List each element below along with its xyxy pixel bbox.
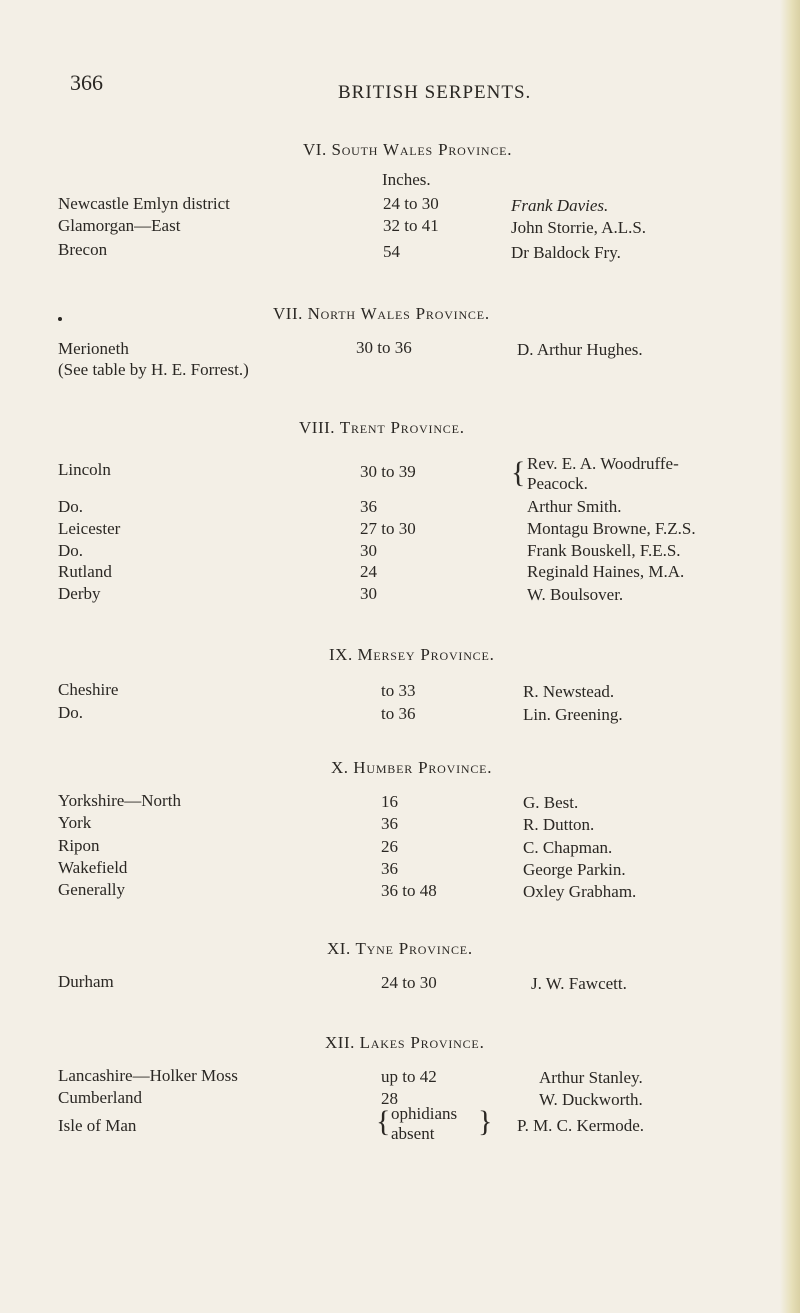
viii-row-4-observer: Frank Bouskell, F.E.S.	[527, 541, 681, 560]
viii-row-5-size: 24	[360, 562, 377, 581]
section-x-title: Humber Province.	[353, 758, 493, 777]
viii-row-5-observer: Reginald Haines, M.A.	[527, 562, 685, 581]
brace-left: {	[511, 456, 526, 489]
x-row-3-place: Ripon	[58, 836, 100, 855]
vii-row-1-size: 30 to 36	[356, 338, 412, 357]
ix-row-2-size: to 36	[381, 704, 416, 723]
xii-row-3-size-line1: ophidians	[391, 1104, 458, 1123]
running-header: BRITISH SERPENTS.	[338, 82, 532, 103]
page-number: 366	[70, 70, 103, 95]
xii-row-2-place: Cumberland	[58, 1088, 143, 1107]
viii-row-3-observer: Montagu Browne, F.Z.S.	[527, 519, 696, 538]
section-xi-title: Tyne Province.	[355, 939, 473, 958]
viii-row-3-place: Leicester	[58, 519, 121, 538]
section-vi-heading	[303, 140, 512, 160]
section-vii-title: North Wales Province.	[307, 304, 490, 323]
viii-row-2-place: Do.	[58, 497, 84, 516]
x-row-5-observer: Oxley Grabham.	[523, 882, 637, 901]
section-xi-numeral: XI.	[327, 939, 351, 958]
ix-row-2-place: Do.	[58, 703, 84, 722]
vii-row-1-observer: D. Arthur Hughes.	[517, 340, 643, 359]
section-xii-numeral: XII.	[325, 1033, 355, 1052]
vi-row-3-size: 54	[383, 242, 400, 261]
section-vi-title: South Wales Province.	[331, 140, 513, 159]
xii-row-2-observer: W. Duckworth.	[539, 1090, 643, 1109]
section-x-heading	[331, 758, 492, 778]
section-viii-numeral: VIII.	[299, 418, 336, 437]
vii-row-1-place: Merioneth	[58, 339, 129, 358]
x-row-4-observer: George Parkin.	[523, 860, 626, 879]
x-row-2-observer: R. Dutton.	[523, 815, 595, 834]
vi-row-2-size: 32 to 41	[383, 216, 439, 235]
section-xii-heading	[325, 1033, 485, 1053]
section-vii-heading	[273, 304, 490, 324]
section-ix-heading	[329, 645, 495, 665]
section-ix-numeral: IX.	[329, 645, 353, 664]
xii-row-2-size: 28	[381, 1089, 398, 1108]
x-row-4-size: 36	[381, 859, 398, 878]
xii-row-1-observer: Arthur Stanley.	[539, 1068, 643, 1087]
x-row-3-observer: C. Chapman.	[523, 838, 613, 857]
section-viii-heading	[299, 418, 465, 438]
x-row-1-size: 16	[381, 792, 398, 811]
vi-row-1-size: 24 to 30	[383, 194, 439, 213]
xii-row-1-size: up to 42	[381, 1067, 437, 1086]
viii-row-1-observer-line2: Peacock.	[527, 474, 588, 493]
x-row-2-place: York	[58, 813, 92, 832]
units-heading: Inches.	[382, 170, 431, 189]
viii-row-2-size: 36	[360, 497, 377, 516]
viii-row-1-observer-line1: Rev. E. A. Woodruffe-	[527, 454, 679, 473]
section-ix-title: Mersey Province.	[357, 645, 495, 664]
brace-right: }	[478, 1105, 493, 1138]
x-row-1-observer: G. Best.	[523, 793, 579, 812]
xii-row-3-place: Isle of Man	[58, 1116, 137, 1135]
viii-row-1-size: 30 to 39	[360, 462, 416, 481]
vii-note: (See table by H. E. Forrest.)	[58, 360, 249, 379]
viii-row-3-size: 27 to 30	[360, 519, 416, 538]
x-row-3-size: 26	[381, 837, 398, 856]
viii-row-4-size: 30	[360, 541, 377, 560]
xii-row-1-place: Lancashire—Holker Moss	[58, 1066, 238, 1085]
vi-row-3-place: Brecon	[58, 240, 108, 259]
section-viii-title: Trent Province.	[339, 418, 465, 437]
section-vii-numeral: VII.	[273, 304, 303, 323]
ix-row-1-size: to 33	[381, 681, 416, 700]
vi-row-2-place: Glamorgan—East	[58, 216, 181, 235]
viii-row-6-observer: W. Boulsover.	[527, 585, 624, 604]
vi-row-1-observer: Frank Davies.	[511, 196, 609, 215]
x-row-4-place: Wakefield	[58, 858, 128, 877]
page-edge	[780, 0, 800, 1313]
xii-row-3-size-line2: absent	[391, 1124, 435, 1143]
x-row-5-size: 36 to 48	[381, 881, 437, 900]
vi-row-3-observer: Dr Baldock Fry.	[511, 243, 621, 262]
viii-row-6-place: Derby	[58, 584, 101, 603]
section-vi-numeral: VI.	[303, 140, 327, 159]
viii-row-6-size: 30	[360, 584, 377, 603]
viii-row-2-observer: Arthur Smith.	[527, 497, 622, 516]
section-xi-heading	[327, 939, 473, 959]
xi-row-1-place: Durham	[58, 972, 114, 991]
x-row-1-place: Yorkshire—North	[58, 791, 181, 810]
xii-row-3-observer: P. M. C. Kermode.	[517, 1116, 645, 1135]
viii-row-5-place: Rutland	[58, 562, 112, 581]
xi-row-1-observer: J. W. Fawcett.	[531, 974, 627, 993]
brace-left: {	[376, 1105, 391, 1138]
ix-row-1-place: Cheshire	[58, 680, 119, 699]
vi-row-2-observer: John Storrie, A.L.S.	[511, 218, 647, 237]
x-row-2-size: 36	[381, 814, 398, 833]
ix-row-1-observer: R. Newstead.	[523, 682, 615, 701]
stray-mark	[58, 317, 62, 321]
section-x-numeral: X.	[331, 758, 349, 777]
vi-row-1-place: Newcastle Emlyn district	[58, 194, 230, 213]
ix-row-2-observer: Lin. Greening.	[523, 705, 623, 724]
viii-row-4-place: Do.	[58, 541, 84, 560]
section-xii-title: Lakes Province.	[359, 1033, 485, 1052]
xi-row-1-size: 24 to 30	[381, 973, 437, 992]
x-row-5-place: Generally	[58, 880, 126, 899]
viii-row-1-place: Lincoln	[58, 460, 111, 479]
